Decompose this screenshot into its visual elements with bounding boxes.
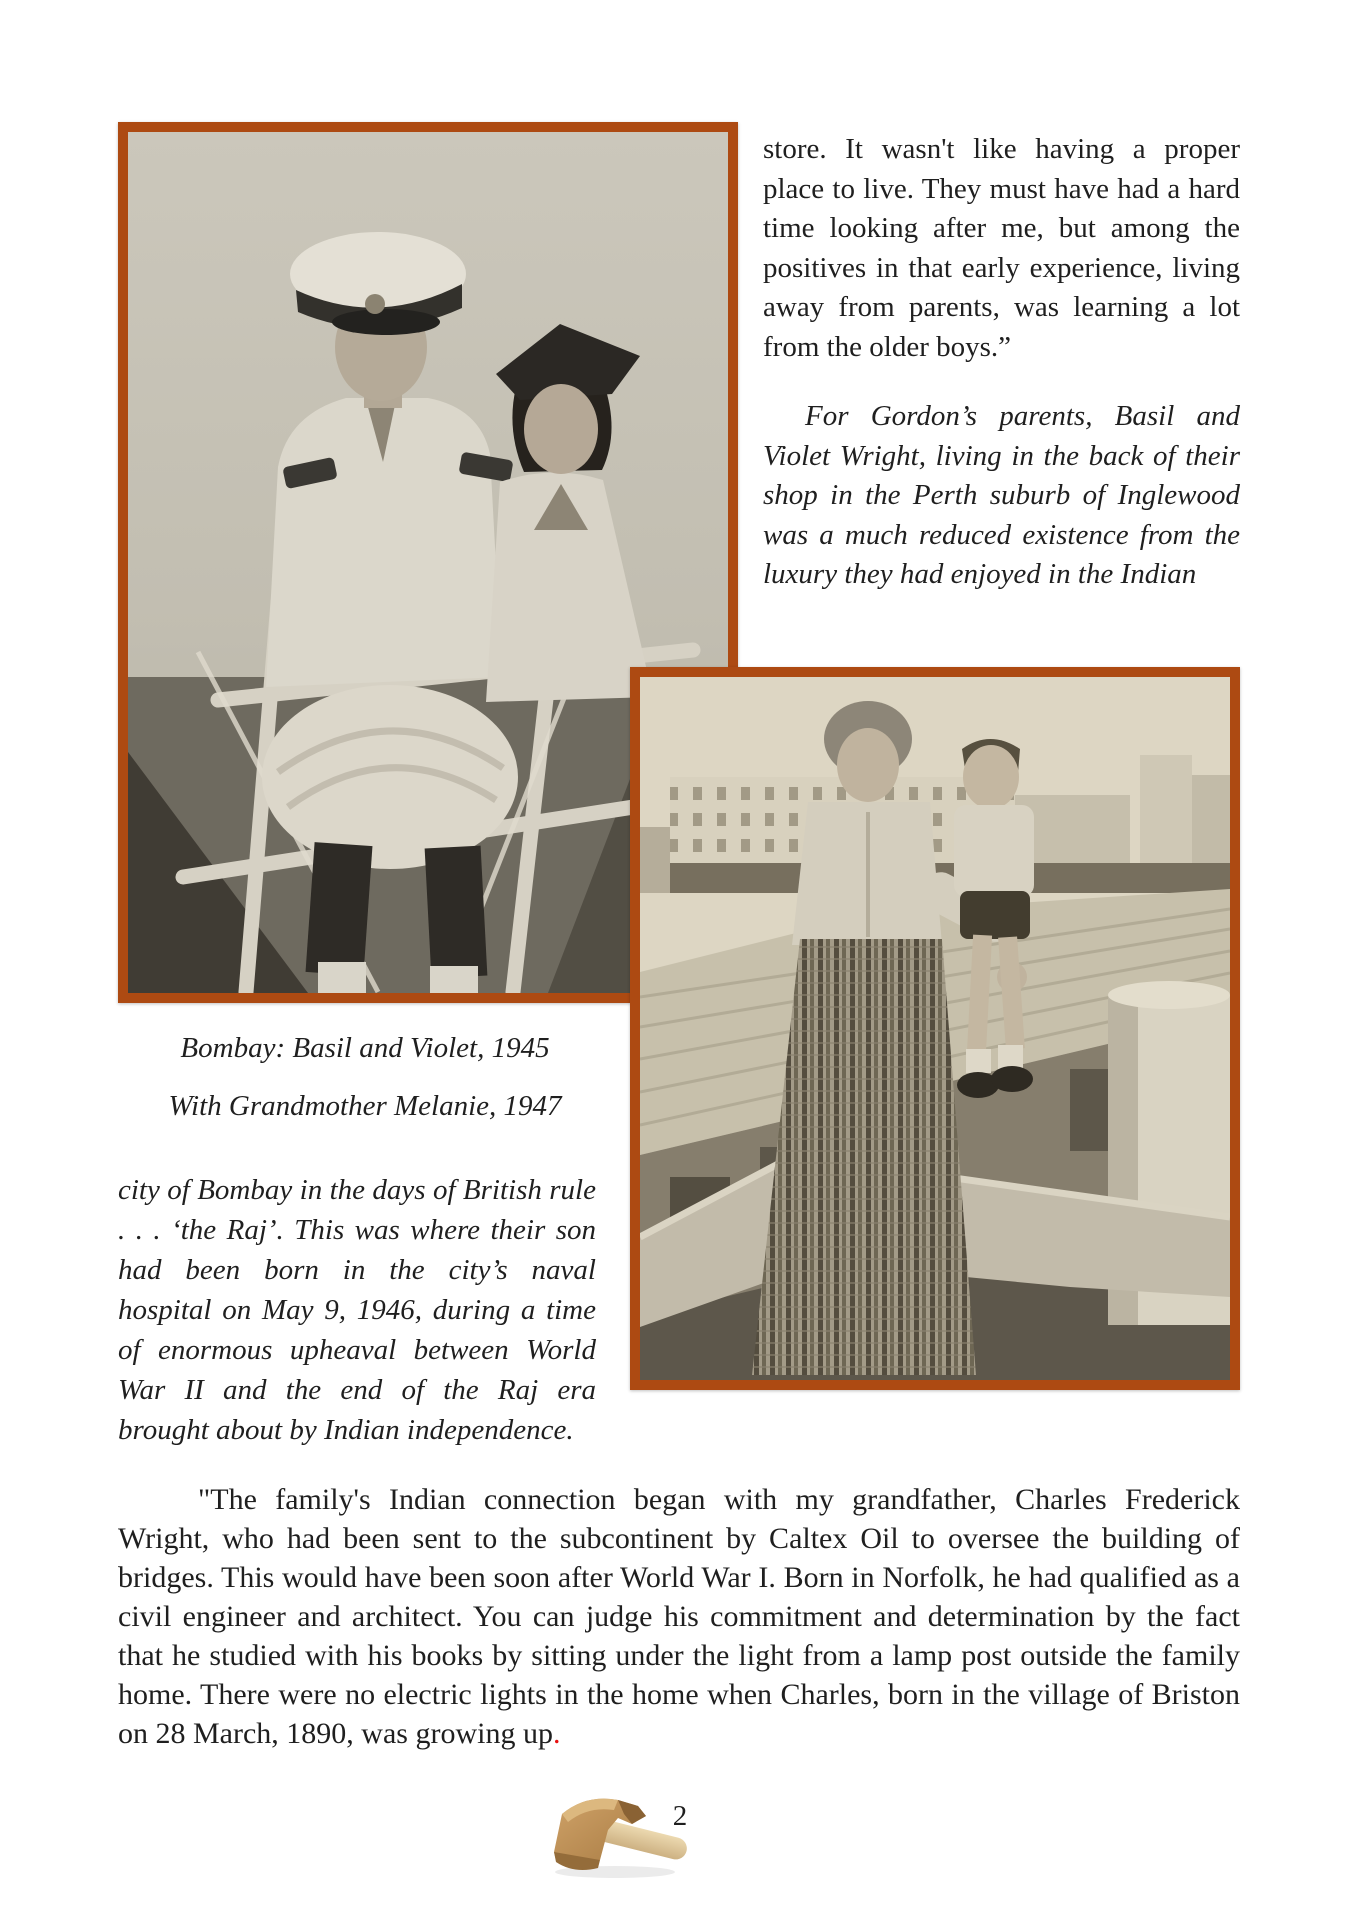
- bottom-paragraph-text: "The family's Indian connection began with my grandfather, Charles Frederick Wright, who had been sent to the subcontinent by Caltex Oil to oversee the building of bridges. This would have been soon after World War I. Born in Norfolk, he had qualified as a civil engineer and architect. You can judge his commitment and determination by the fact that he studied with his books by sitting under the light from a lamp post outside the family home. There were no electric lights in the home when Charles, born in the village of Briston on 28 March, 1890, was growing up: [118, 1483, 1240, 1750]
- italic-paragraph-left: city of Bombay in the days of British rule . . . ‘the Raj’. This was where their son had been born in the city’s naval hospital on May 9, 1946, during a time of enormous upheaval between World War II and the end of the Raj era brought about by Indian independence.: [118, 1174, 596, 1446]
- page-number: 2: [672, 1800, 688, 1832]
- bottom-paragraph: [118, 1480, 1240, 1753]
- photo-grandmother-melanie: [630, 667, 1240, 1390]
- right-text-column: [763, 130, 1240, 595]
- red-final-period: .: [552, 1717, 561, 1750]
- caption-photo2: With Grandmother Melanie, 1947: [168, 1090, 562, 1122]
- quote-paragraph: store. It wasn't like having a proper place to live. They must have had a hard time looking after me, but among the positives in that early experience, living away from parents, was learning a lot from the older boys.”: [763, 133, 1240, 363]
- photo2-illustration: [640, 677, 1230, 1380]
- italic-paragraph-right: For Gordon’s parents, Basil and Violet Wright, living in the back of their shop in the Perth suburb of Inglewood was a much reduced existence from the luxury they had enjoyed in the Indian: [763, 400, 1240, 590]
- caption-photo1: Bombay: Basil and Violet, 1945: [180, 1032, 550, 1064]
